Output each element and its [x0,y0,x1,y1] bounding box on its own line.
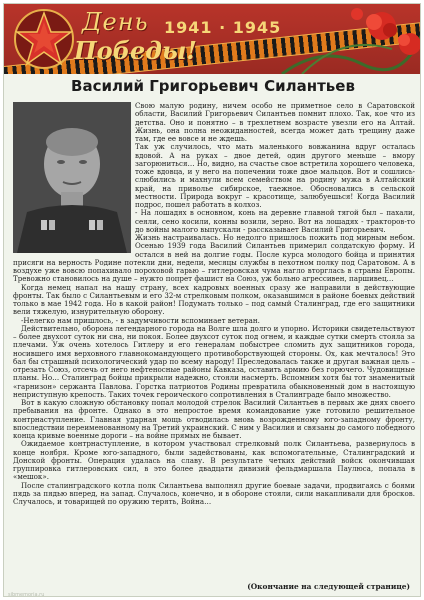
paragraph: Свою малую родину, ничем особо не приметное село в Саратовской области, Василий Григорьевич Силантьев помнит плохо. Так, кое что из детства. Оно и понятно – в трехлетнем возрасте увезли его на Алтай. Жизнь, она полна неожиданностей, всегда может дать трещину даже там, где ее вовсе и не ждешь. [135,101,415,143]
banner-years-text: 1941 · 1945 [164,18,282,37]
paragraph: - На лошадях в основном, конь на деревне главной тягой был – пахали, сеяли, сено косили, конны возили, зерно. Вот на лошадях - тракторов-то до войны малого выпускали - рассказывает Василий Григорьевич. [135,208,415,234]
article-title: Василий Григорьевич Силантьев [71,77,355,95]
victory-day-banner [4,4,421,74]
paragraph: Действительно, оборона легендарного города на Волге шла долго и упорно. Историки свидетельствуют – более двухсот суток ни сна, ни покоя. Более двухсот суток под огнем, и каждые сутки смерть стояла за плечами. Уж очень хотелось Гитлеру и его генералам побыстрее сломить дух защитников города, носившего имя верховного главнокомандующего противоборствующей стороны. Ох, как мечталось! Это бал бы страшный психологический удар по всему народу! Преследовалась также и другая важная цель – отрезать Союз, отсечь от него нефтеносные районы Кавказа, оставить армию без горючего. Чудовищные планы. Но… Сталинград бойцы прикрыли надежно, стояли насмерть. Вспомним хотя бы тот знаменитый «гарнизон» сержанта Павлова. Горстка патриотов Родины превратила обыкновенный дом в настоящую неприступную крепость. Таких точек героического сопротивления в Сталинграде было множество. [13,323,415,399]
paragraph: -Нелегко нам пришлось, - в задумчивости вспоминает ветеран. [21,315,260,325]
paragraph: Вот в какую сложную обстановку попал молодой стрелок Василий Силантьев в первых же днях своего пребывания на фронте. Однако в это непростое время командование уже готовило решительное контрнаступление. Главная ударная мощь отводилась вновь возрожденному юго-западному фронту, впоследствии переименованному на Третий украинский. С ним у Василия и связаны до самого победного конца кривые военные дороги – на войне прямых не бывает. [13,398,415,440]
paragraph: После сталинградского котла полк Силантьева выполнял другие боевые задачи, продвигаясь с боями пядь за пядью вперед, на запад. Случалось, конечно, и в обороне стояли, сили накапливали для бросков. Случалось, и товарищей по оружию терять, Война… [13,480,415,506]
article-body [13,102,415,578]
paragraph: Так уж случилось, что мать маленького вовжанина вдруг осталась вдовой. А на руках – двое детей, один другого меньше – вмору загорюниться… Но, видно, на счастье свое встретила хорошего человека, тоже вдовца, и у него на попечении тоже двое мальцов. Вот и сошлись-слюбились и махнули всем семейством на родину мужа в Алтайский край, на привольe сибирское, таежное. Обосновались в сельской местности. Природа вокруг – красотище, залюбуешься! Когда Василий подрос, пошел работать в колхоз. [135,142,415,209]
article-page [3,3,421,597]
paragraph: Когда немец напал на нашу страну, всех кадровых военных сразу же направили в действующие фронты. Так было с Силантьевым и его 32-м стрелковым полком, оказавшимся в районе боевых действий только в мае 1942 года. Но в какой район! Подумать только – под самый Сталинград, где его защитники вели тяжелую, изнурительную оборону. [13,282,415,317]
banner-victory-text: Победы! [74,36,197,65]
red-star-icon [12,8,76,70]
banner-day-text: День [82,8,149,36]
carnation-flowers-icon [262,4,421,74]
site-watermark: sibmemoria.ru [8,592,45,597]
paragraph: Ожидаемое контрнаступление, в котором участвовал стрелковый полк Силантьева, развернулось в конце ноября. Кроме юго-западного, были задействованы, как вспомогательные, Сталинградский и Донской фронты. Операция удалась на славу. В результате четких действий войск окончившая группировка гитлеровских сил, в это более двадцати дивизий фельдмаршала Паулюса, попала в «мешок». [13,439,415,482]
paragraph: Жизнь настраивалась. Но недолго пришлось пожить под мирным небом. Осенью 1939 года Василий Силантьев примерил солдатскую форму. И остался в ней на долгие годы. После курса молодого бойца и принятия присяги на верность Родине потекли дни, недели, месяцы службы в пехотном полку под Саратовом. А в воздухе уже вовсю попахивало пороховой гарью – гитлеровская чума нагло вторглась в страны Европы. Тревожно становилось на душе – нужто попрет фашист на Союз, уж больно агрессивен, паршивец… [13,233,415,284]
continued-note: (Окончание на следующей странице) [247,582,410,591]
